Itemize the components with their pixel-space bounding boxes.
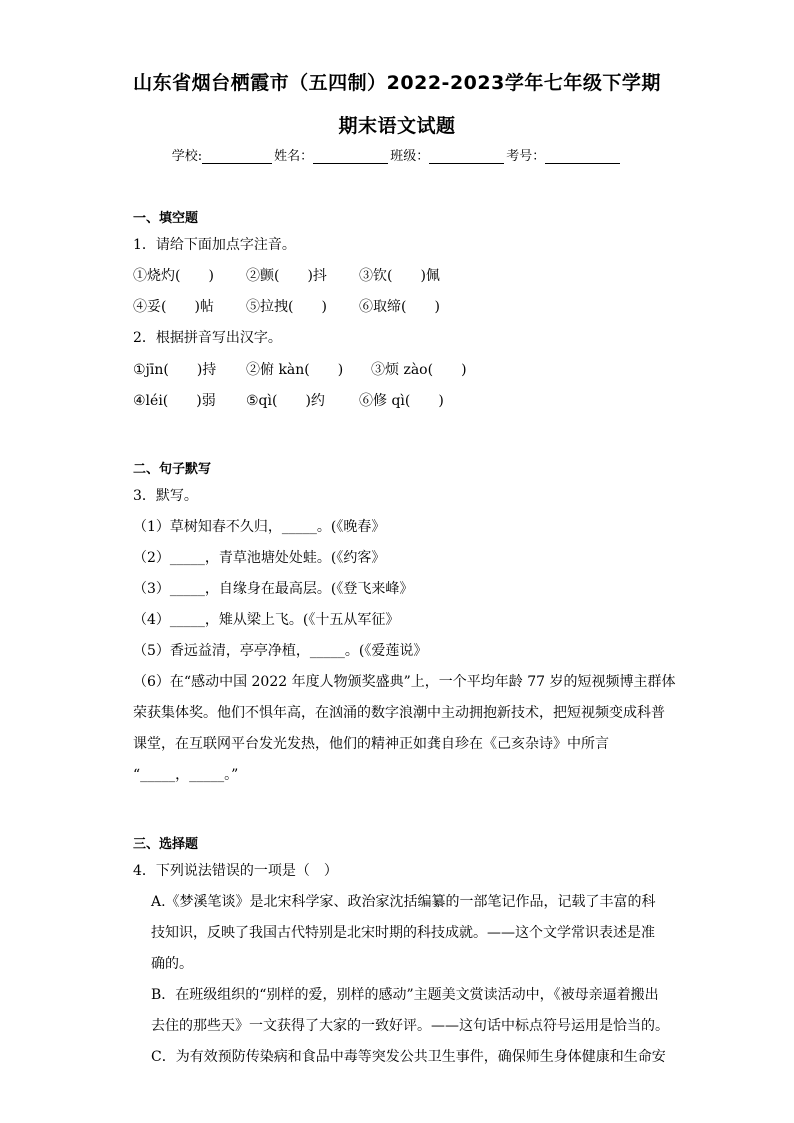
question-3-stem: 3．默写。 bbox=[133, 488, 198, 504]
section-heading-fill-blank: 一、填空题 bbox=[133, 211, 199, 226]
q4-option-a-line3: 确的。 bbox=[151, 956, 193, 972]
q1-item-5: ⑤拉拽( ) bbox=[246, 299, 327, 315]
question-1-row1 bbox=[133, 265, 440, 285]
q3-item-1: （1）草树知春不久归，_____。(《晚春》 bbox=[133, 519, 386, 535]
q2-item-3: ③烦 zào( ) bbox=[371, 362, 467, 378]
school-label: 学校: bbox=[171, 149, 203, 164]
q1-item-2: ②颤( )抖 bbox=[246, 268, 327, 284]
q4-option-c-line1: C．为有效预防传染病和食品中毒等突发公共卫生事件，确保师生身体健康和生命安 bbox=[151, 1049, 666, 1065]
name-field[interactable] bbox=[274, 145, 390, 164]
q3-item-5: （5）香远益清，亭亭净植，_____。(《爱莲说》 bbox=[133, 643, 428, 659]
q1-item-1: ①烧灼( ) bbox=[133, 268, 214, 284]
class-blank[interactable] bbox=[429, 149, 504, 164]
exam-number-blank[interactable] bbox=[545, 149, 620, 164]
name-blank[interactable] bbox=[313, 149, 388, 164]
class-field[interactable] bbox=[390, 145, 506, 164]
school-field[interactable] bbox=[172, 145, 274, 164]
question-4-stem: 4．下列说法错误的一项是（ ） bbox=[133, 863, 338, 879]
q1-item-4: ④妥( )帖 bbox=[133, 299, 214, 315]
question-1-row2 bbox=[133, 296, 440, 316]
q2-item-2: ②俯 kàn( ) bbox=[246, 362, 344, 378]
exam-title-line1: 山东省烟台栖霞市（五四制）2022-2023学年七年级下学期 bbox=[133, 72, 661, 94]
q3-item-6-line3: 课堂，在互联网平台发光发热，他们的精神正如龚自珍在《己亥杂诗》中所言 bbox=[133, 736, 609, 752]
q2-item-5: ⑤qì( )约 bbox=[246, 393, 325, 409]
q3-item-2: （2）_____，青草池塘处处蛙。(《约客》 bbox=[133, 550, 386, 566]
q3-item-3: （3）_____，自缘身在最高层。(《登飞来峰》 bbox=[133, 581, 414, 597]
q4-option-a-line1: A.《梦溪笔谈》是北宋科学家、政治家沈括编纂的一部笔记作品，记载了丰富的科 bbox=[151, 894, 656, 910]
q2-item-6: ⑥修 qì( ) bbox=[359, 393, 444, 409]
q4-option-a-line2: 技知识，反映了我国古代特别是北宋时期的科技成就。——这个文学常识表述是准 bbox=[151, 925, 655, 941]
q3-item-6-line1: （6）在“感动中国 2022 年度人物颁奖盛典”上，一个平均年龄 77 岁的短视频博主群体 bbox=[133, 674, 676, 690]
q2-item-4: ④léi( )弱 bbox=[133, 393, 216, 409]
question-2-row1 bbox=[133, 359, 467, 379]
q3-item-6-line2: 荣获集体奖。他们不惧年高，在汹涌的数字浪潮中主动拥抱新技术，把短视频变成科普 bbox=[133, 705, 665, 721]
exam-title-line2: 期末语文试题 bbox=[338, 115, 456, 137]
section-heading-multiple-choice: 三、选择题 bbox=[133, 837, 199, 852]
student-info-row bbox=[0, 145, 794, 164]
class-label: 班级： bbox=[390, 149, 430, 164]
q1-item-6: ⑥取缔( ) bbox=[359, 299, 440, 315]
q4-option-b-line2: 去住的那些天》一文获得了大家的一致好评。——这句话中标点符号运用是恰当的。 bbox=[151, 1018, 669, 1034]
q4-option-b-line1: B．在班级组织的“别样的爱，别样的感动”主题美文赏读活动中，《被母亲逼着搬出 bbox=[151, 987, 659, 1003]
school-blank[interactable] bbox=[202, 149, 272, 164]
question-1-stem: 1．请给下面加点字注音。 bbox=[133, 237, 296, 253]
question-2-stem: 2．根据拼音写出汉字。 bbox=[133, 330, 282, 346]
section-heading-recitation: 二、句子默写 bbox=[133, 462, 212, 477]
exam-number-label: 考号： bbox=[506, 149, 546, 164]
name-label: 姓名： bbox=[274, 149, 314, 164]
q3-item-4: （4）_____，雉从梁上飞。(《十五从军征》 bbox=[133, 612, 400, 628]
q1-item-3: ③钦( )佩 bbox=[359, 268, 440, 284]
q3-item-6-line4: “_____，_____。” bbox=[133, 767, 239, 783]
q2-item-1: ①jīn( )持 bbox=[133, 362, 217, 378]
exam-number-field[interactable] bbox=[506, 145, 622, 164]
question-2-row2 bbox=[133, 390, 444, 410]
